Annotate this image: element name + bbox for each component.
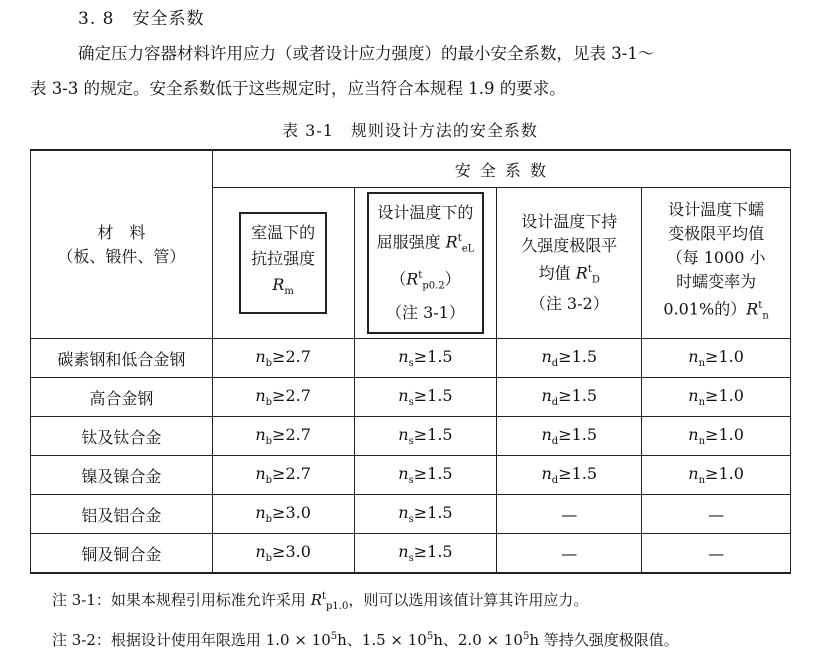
col1-line1: 室温下的 [251,223,316,243]
col3-line1: 设计温度下持 [521,211,618,231]
nb-cell: $n_b\ge 2.7$ [212,339,354,378]
intro-paragraph [30,36,800,106]
col3-note: （注 3-2） [529,294,609,314]
col-header-tensile [212,188,354,339]
nb-cell: $n_b\ge 3.0$ [212,534,354,574]
col4-line1: 设计温度下蠕 [668,199,765,219]
material-cell: 镍及镍合金 [31,456,213,495]
material-cell: 铜及铜合金 [31,534,213,574]
nd-cell: $n_d\ge 1.5$ [497,378,642,417]
note-3-1: 注 3-1：如果本规程引用标准允许采用 $R^t_{p1.0}$，则可以选用该值计算其许用应力。 [52,591,589,612]
nb-cell: $n_b\ge 2.7$ [212,417,354,456]
nn-cell: $n_n\ge 1.0$ [642,417,791,456]
section-title: 安全系数 [132,9,205,29]
col3-line3: 均值 $R^t_D$ [538,263,600,286]
col4-line3: （每 1000 小 [666,247,766,267]
nb-cell: $n_b\ge 2.7$ [212,378,354,417]
paragraph-line-2: 表 3-3 的规定。安全系数低于这些规定时，应当符合本规程 1.9 的要求。 [30,79,566,98]
ns-cell: $n_s\ge 1.5$ [354,456,497,495]
material-header-line1: 材 料 [97,222,146,242]
col-header-durable [497,188,642,339]
col2-note: （注 3-1） [386,302,465,322]
ns-cell: $n_s\ge 1.5$ [354,495,497,534]
ns-cell: $n_s\ge 1.5$ [354,417,497,456]
paragraph-line-1: 确定压力容器材料许用应力（或者设计应力强度）的最小安全系数，见表 3-1～ [78,44,655,63]
nn-cell: $n_n\ge 1.0$ [642,378,791,417]
table-row [31,339,791,378]
nd-cell: $n_d\ge 1.5$ [497,456,642,495]
col1-line2: 抗拉强度 [251,249,316,269]
col2-line3: $(R^t_{p0.2})$ [390,269,461,292]
table-title: 表 3-1 规则设计方法的安全系数 [282,121,538,140]
table-row [31,456,791,495]
col2-line2: 屈服强度 $R^t_{eL}$ [376,232,475,255]
table-row [31,495,791,534]
nd-cell: — [497,534,642,574]
table-notes [52,582,679,655]
material-header [31,150,213,339]
ns-cell: $n_s\ge 1.5$ [354,534,497,574]
nn-cell: $n_n\ge 1.0$ [642,339,791,378]
table-row [31,378,791,417]
material-cell: 钛及钛合金 [31,417,213,456]
material-header-line2: （板、锻件、管） [57,246,186,266]
col2-line1: 设计温度下的 [377,203,474,223]
col4-line4: 时蠕变率为 [676,271,757,291]
nb-cell: $n_b\ge 3.0$ [212,495,354,534]
material-cell: 高合金钢 [31,378,213,417]
col4-line2: 变极限平均值 [668,223,765,243]
safety-factor-table [30,149,791,574]
nd-cell: $n_d\ge 1.5$ [497,417,642,456]
ns-cell: $n_s\ge 1.5$ [354,339,497,378]
material-cell: 碳素钢和低合金钢 [31,339,213,378]
ns-cell: $n_s\ge 1.5$ [354,378,497,417]
col-header-yield [354,188,497,339]
table-row [31,417,791,456]
col3-line2: 久强度极限平 [521,235,618,255]
nn-cell: — [642,495,791,534]
nd-cell: — [497,495,642,534]
nd-cell: $n_d\ge 1.5$ [497,339,642,378]
section-number: 3. 8 [78,9,115,29]
col4-line5: 0.01%的）$R^t_n$ [663,299,769,322]
table-row [31,534,791,574]
col-header-creep [642,188,791,339]
material-cell: 铝及铝合金 [31,495,213,534]
safety-factor-header: 安 全 系 数 [212,150,790,188]
nb-cell: $n_b\ge 2.7$ [212,456,354,495]
nn-cell: — [642,534,791,574]
nn-cell: $n_n\ge 1.0$ [642,456,791,495]
section-heading [78,4,204,29]
col1-symbol: $R_m$ [272,275,294,298]
note-3-2: 注 3-2：根据设计使用年限选用 $1.0 \times 10^5h$、$1.5 \times 10^5h$、$2.0 \times 10^5h$ 等持久强度极限值。 [52,631,679,649]
